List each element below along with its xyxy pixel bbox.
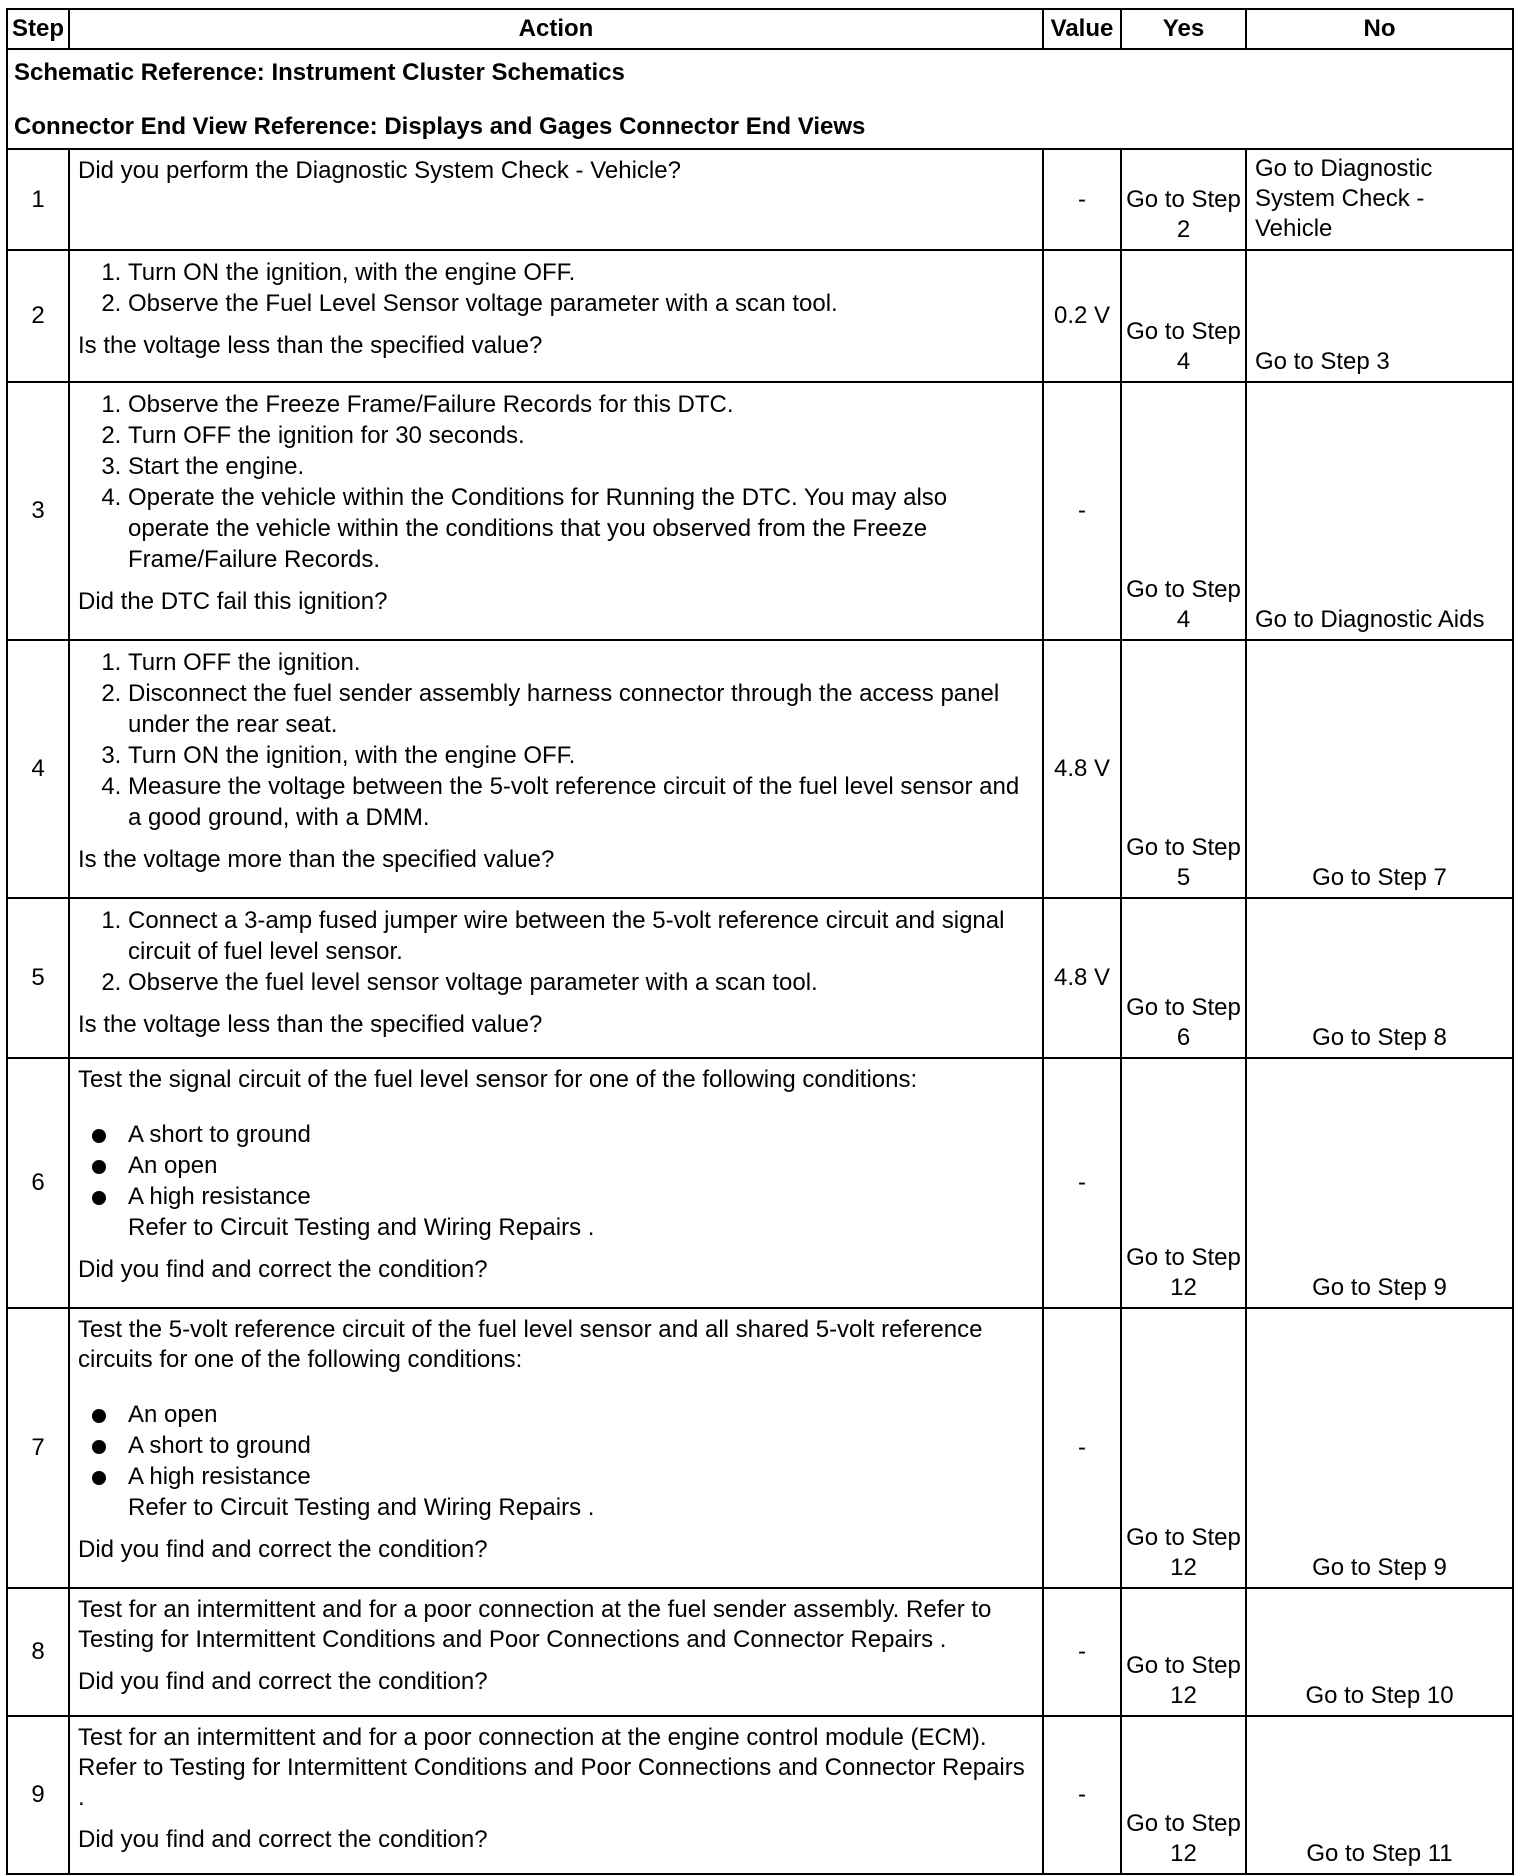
- yes-cell: Go to Step 12: [1121, 1058, 1246, 1308]
- header-no: No: [1246, 9, 1513, 49]
- no-cell: Go to Step 7: [1246, 640, 1513, 898]
- condition-item: An open: [128, 1150, 1034, 1181]
- condition-list: [78, 1399, 1034, 1523]
- yes-cell: Go to Step 4: [1121, 382, 1246, 640]
- no-cell: Go to Step 9: [1246, 1058, 1513, 1308]
- refer-text: Refer to Circuit Testing and Wiring Repairs .: [128, 1214, 595, 1241]
- no-cell: Go to Step 3: [1246, 250, 1513, 382]
- condition-item: A high resistance: [128, 1181, 1034, 1212]
- header-action: Action: [69, 9, 1043, 49]
- action-step: 1. Connect a 3-amp fused jumper wire between the 5-volt reference circuit and signal circuit of fuel level sensor.: [128, 905, 1034, 967]
- header-step: Step: [7, 9, 69, 49]
- step-number: 7: [7, 1308, 69, 1588]
- action-question: Did you find and correct the condition?: [78, 1826, 488, 1853]
- action-steps: [78, 647, 1034, 833]
- step-number: 5: [7, 898, 69, 1058]
- step-number: 9: [7, 1716, 69, 1874]
- action-step: 1. Observe the Freeze Frame/Failure Records for this DTC.: [128, 389, 1034, 420]
- table-row: [7, 1716, 1513, 1874]
- action-text: Did you perform the Diagnostic System Check - Vehicle?: [78, 157, 681, 184]
- value-cell: 4.8 V: [1043, 640, 1121, 898]
- action-step: 2. Observe the fuel level sensor voltage parameter with a scan tool.: [128, 967, 1034, 998]
- table-row: [7, 1308, 1513, 1588]
- table-row: [7, 149, 1513, 250]
- action-intro: Test for an intermittent and for a poor connection at the engine control module (ECM). Refer to Testing for Intermittent Conditions and Poor Connections and Connector Repairs .: [78, 1724, 1025, 1811]
- action-cell: [69, 640, 1043, 898]
- step-number: 2: [7, 250, 69, 382]
- value-cell: 4.8 V: [1043, 898, 1121, 1058]
- value-cell: -: [1043, 1588, 1121, 1716]
- value-cell: -: [1043, 149, 1121, 250]
- bullet-icon: [92, 1160, 106, 1174]
- bullet-icon: [92, 1471, 106, 1485]
- yes-cell: Go to Step 5: [1121, 640, 1246, 898]
- header-yes: Yes: [1121, 9, 1246, 49]
- table-row: [7, 1058, 1513, 1308]
- action-intro: Test the signal circuit of the fuel level sensor for one of the following conditions:: [78, 1066, 918, 1093]
- action-step: 2. Observe the Fuel Level Sensor voltage parameter with a scan tool.: [128, 288, 1034, 319]
- yes-cell: Go to Step 4: [1121, 250, 1246, 382]
- action-cell: [69, 898, 1043, 1058]
- action-steps: [78, 389, 1034, 575]
- bullet-icon: [92, 1129, 106, 1143]
- action-step: 4. Measure the voltage between the 5-volt reference circuit of the fuel level sensor and a good ground, with a DMM.: [128, 771, 1034, 833]
- action-question: Is the voltage more than the specified value?: [78, 846, 555, 873]
- action-steps: [78, 905, 1034, 998]
- action-steps: [78, 257, 1034, 319]
- action-step: 3. Turn ON the ignition, with the engine OFF.: [128, 740, 1034, 771]
- action-cell: [69, 1716, 1043, 1874]
- bullet-icon: [92, 1440, 106, 1454]
- action-question: Did the DTC fail this ignition?: [78, 588, 388, 615]
- header-row: [7, 9, 1513, 49]
- action-cell: [69, 250, 1043, 382]
- value-cell: -: [1043, 1308, 1121, 1588]
- yes-cell: Go to Step 12: [1121, 1588, 1246, 1716]
- action-step: 2. Turn OFF the ignition for 30 seconds.: [128, 420, 1034, 451]
- table-row: [7, 382, 1513, 640]
- no-cell: Go to Diagnostic System Check - Vehicle: [1246, 149, 1513, 250]
- header-value: Value: [1043, 9, 1121, 49]
- step-number: 8: [7, 1588, 69, 1716]
- table-row: [7, 1588, 1513, 1716]
- condition-item: A high resistance: [128, 1461, 1034, 1492]
- action-intro: Test for an intermittent and for a poor connection at the fuel sender assembly. Refer to Testing for Intermittent Conditions and Poor Connections and Connector Repairs .: [78, 1596, 992, 1653]
- action-step: 4. Operate the vehicle within the Conditions for Running the DTC. You may also operate the vehicle within the conditions that you observed from the Freeze Frame/Failure Records.: [128, 482, 1034, 575]
- no-cell: Go to Step 9: [1246, 1308, 1513, 1588]
- connector-reference: Connector End View Reference: Displays and Gages Connector End Views: [14, 113, 866, 140]
- condition-list: [78, 1119, 1034, 1243]
- action-question: Did you find and correct the condition?: [78, 1256, 488, 1283]
- table-row: [7, 640, 1513, 898]
- action-step: 3. Start the engine.: [128, 451, 1034, 482]
- action-step: 1. Turn ON the ignition, with the engine OFF.: [128, 257, 1034, 288]
- action-question: Is the voltage less than the specified value?: [78, 332, 543, 359]
- no-cell: Go to Step 11: [1246, 1716, 1513, 1874]
- yes-cell: Go to Step 6: [1121, 898, 1246, 1058]
- value-cell: -: [1043, 1716, 1121, 1874]
- bullet-icon: [92, 1191, 106, 1205]
- condition-item: An open: [128, 1399, 1034, 1430]
- value-cell: -: [1043, 1058, 1121, 1308]
- no-cell: Go to Step 8: [1246, 898, 1513, 1058]
- step-number: 1: [7, 149, 69, 250]
- schematic-reference: Schematic Reference: Instrument Cluster Schematics: [14, 59, 625, 86]
- diagnostic-table: [6, 8, 1514, 1875]
- yes-cell: Go to Step 2: [1121, 149, 1246, 250]
- action-intro: Test the 5-volt reference circuit of the fuel level sensor and all shared 5-volt reference circuits for one of the following conditions:: [78, 1316, 983, 1373]
- action-question: Did you find and correct the condition?: [78, 1668, 488, 1695]
- table-row: [7, 250, 1513, 382]
- condition-item: A short to ground: [128, 1430, 1034, 1461]
- action-question: Did you find and correct the condition?: [78, 1536, 488, 1563]
- action-cell: [69, 382, 1043, 640]
- action-cell: [69, 1308, 1043, 1588]
- action-cell: [69, 149, 1043, 250]
- reference-row: [7, 49, 1513, 149]
- value-cell: 0.2 V: [1043, 250, 1121, 382]
- reference-cell: [7, 49, 1513, 149]
- value-cell: -: [1043, 382, 1121, 640]
- table-row: [7, 898, 1513, 1058]
- refer-text: Refer to Circuit Testing and Wiring Repairs .: [128, 1494, 595, 1521]
- no-cell: Go to Step 10: [1246, 1588, 1513, 1716]
- step-number: 4: [7, 640, 69, 898]
- action-question: Is the voltage less than the specified value?: [78, 1011, 543, 1038]
- action-cell: [69, 1058, 1043, 1308]
- action-step: 2. Disconnect the fuel sender assembly harness connector through the access panel under the rear seat.: [128, 678, 1034, 740]
- action-step: 1. Turn OFF the ignition.: [128, 647, 1034, 678]
- yes-cell: Go to Step 12: [1121, 1716, 1246, 1874]
- condition-item: A short to ground: [128, 1119, 1034, 1150]
- step-number: 3: [7, 382, 69, 640]
- action-cell: [69, 1588, 1043, 1716]
- yes-cell: Go to Step 12: [1121, 1308, 1246, 1588]
- no-cell: Go to Diagnostic Aids: [1246, 382, 1513, 640]
- step-number: 6: [7, 1058, 69, 1308]
- bullet-icon: [92, 1409, 106, 1423]
